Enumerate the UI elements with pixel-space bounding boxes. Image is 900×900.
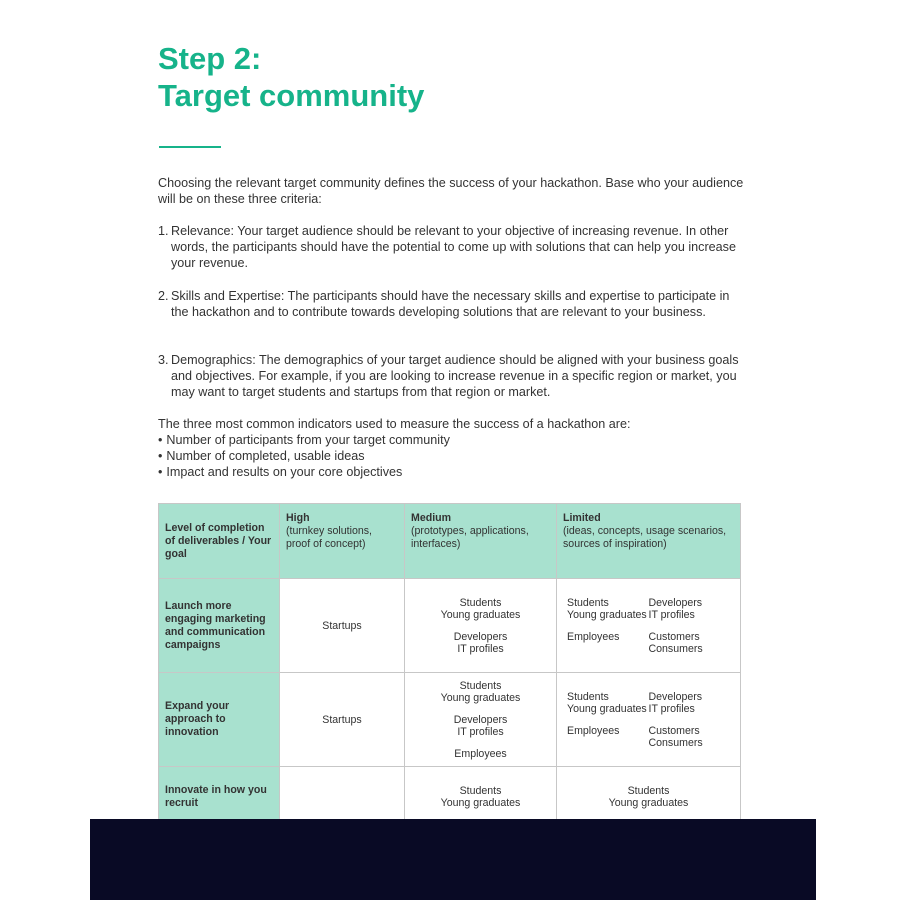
column-desc: (ideas, concepts, usage scenarios, sources of inspiration) [563, 525, 727, 550]
column-desc: (prototypes, applications, interfaces) [411, 525, 529, 550]
criterion-text: Demographics: The demographics of your target audience should be aligned with your business goals and objectives. For example, if you are looking to increase revenue in a specific region or market, you may want to target students and startups from that region or market. [171, 353, 739, 399]
criterion-3 [158, 352, 744, 400]
row-goal: Launch more engaging marketing and communication campaigns [159, 579, 280, 673]
table-row [159, 579, 741, 673]
audience: Employees [454, 747, 507, 760]
audience: Young graduates [440, 797, 521, 809]
indicator-list [158, 432, 450, 480]
audience: Employees [567, 724, 620, 737]
audience: Students [459, 785, 502, 797]
indicator-item: • Number of participants from your target community [158, 432, 450, 448]
intro-paragraph: Choosing the relevant target community defines the success of your hackathon. Base who your audience will be on these three criteria: [158, 176, 744, 206]
audience: Customers [648, 724, 700, 737]
criterion-number: 1. [158, 224, 169, 238]
audience: Employees [567, 630, 620, 643]
audience [567, 737, 649, 749]
title-line-1: Step 2: [158, 41, 262, 76]
footer-band [90, 819, 816, 900]
column-header-high [280, 504, 405, 579]
audience: Developers [453, 630, 508, 643]
cell-limited [557, 767, 741, 827]
audience: Young graduates [608, 797, 689, 809]
audience: IT profiles [648, 702, 695, 715]
audience: Young graduates [567, 702, 647, 715]
audience: Customers [648, 630, 700, 643]
audience: Consumers [648, 736, 703, 749]
audience: Students [627, 785, 670, 797]
indicator-item: • Number of completed, usable ideas [158, 448, 450, 464]
audience: Young graduates [440, 608, 521, 621]
cell-medium [405, 767, 557, 827]
audience: IT profiles [457, 642, 504, 655]
cell-high: Startups [280, 673, 405, 767]
table-row [159, 673, 741, 767]
audience: Students [459, 596, 502, 609]
criterion-text: Skills and Expertise: The participants should have the necessary skills and expertise to participate in the hackathon and to contribute towards developing solutions that are relevant to your business. [171, 289, 730, 319]
page-title [158, 40, 424, 114]
audience: IT profiles [457, 725, 504, 738]
audience: Young graduates [440, 691, 521, 704]
column-header-medium [405, 504, 557, 579]
title-underline [159, 146, 221, 148]
table-row [159, 767, 741, 827]
audience: Young graduates [567, 608, 647, 621]
cell-limited [557, 673, 741, 767]
cell-high [280, 767, 405, 827]
audience [567, 643, 649, 655]
target-community-table [158, 503, 741, 827]
title-line-2: Target community [158, 78, 425, 113]
criterion-number: 2. [158, 289, 169, 303]
column-name: Limited [563, 512, 601, 524]
row-goal: Innovate in how you recruit [159, 767, 280, 827]
indicators-intro: The three most common indicators used to measure the success of a hackathon are: [158, 417, 631, 431]
audience: Developers [453, 713, 508, 726]
audience: Consumers [648, 642, 703, 655]
cell-medium [405, 673, 557, 767]
criterion-1 [158, 223, 744, 271]
audience: Students [459, 679, 502, 692]
column-name: High [286, 512, 310, 524]
column-name: Medium [411, 512, 452, 524]
audience: Students [567, 690, 609, 703]
cell-high: Startups [280, 579, 405, 673]
column-header-limited [557, 504, 741, 579]
criterion-text: Relevance: Your target audience should be relevant to your objective of increasing revenue. In other words, the participants should have the potential to come up with solutions that can help you increase your revenue. [171, 224, 736, 270]
criterion-2 [158, 288, 744, 320]
row-goal: Expand your approach to innovation [159, 673, 280, 767]
audience: Developers [648, 596, 703, 609]
audience: Students [567, 596, 609, 609]
criterion-number: 3. [158, 353, 169, 367]
column-desc: (turnkey solutions, proof of concept) [286, 525, 372, 550]
cell-limited [557, 579, 741, 673]
audience: Developers [648, 690, 703, 703]
indicator-item: • Impact and results on your core objectives [158, 464, 450, 480]
cell-medium [405, 579, 557, 673]
audience: IT profiles [648, 608, 695, 621]
goal-header: Level of completion of deliverables / Your goal [159, 504, 280, 579]
